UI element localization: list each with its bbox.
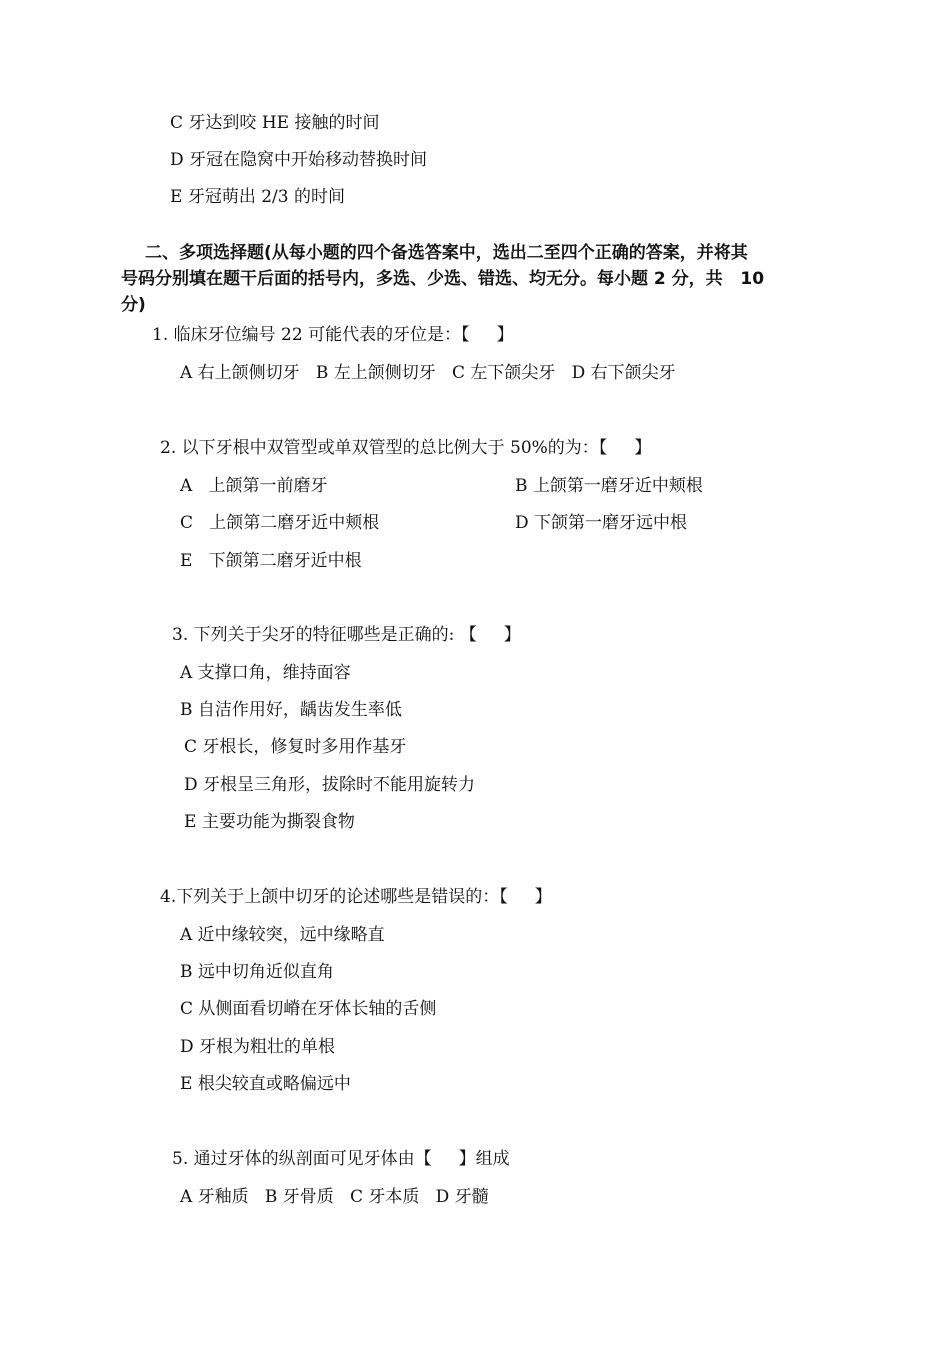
section-heading-line-3: 分) <box>121 295 146 315</box>
question-4-option-e: E 根尖较直或略偏远中 <box>180 1074 351 1094</box>
question-4-option-d: D 牙根为粗壮的单根 <box>180 1037 336 1057</box>
question-3-option-a: A 支撑口角，维持面容 <box>180 663 351 683</box>
section-heading-line-2: 号码分别填在题干后面的括号内，多选、少选、错选、均无分。每小题 2 分，共 10 <box>121 269 765 289</box>
question-5-options: A 牙釉质 B 牙骨质 C 牙本质 D 牙髓 <box>180 1187 489 1207</box>
question-1-stem: 1. 临床牙位编号 22 可能代表的牙位是：【 】 <box>152 325 514 345</box>
question-1-options: A 右上颌侧切牙 B 左上颌侧切牙 C 左下颌尖牙 D 右下颌尖牙 <box>180 363 676 383</box>
question-2-option-c: C 上颌第二磨牙近中颊根 <box>180 513 380 533</box>
question-2-option-b: B 上颌第一磨牙近中颊根 <box>515 476 703 496</box>
question-2-option-e: E 下颌第二磨牙近中根 <box>180 551 362 571</box>
prev-option-d: D 牙冠在隐窝中开始移动替换时间 <box>170 150 428 170</box>
question-3-option-c: C 牙根长，修复时多用作基牙 <box>184 737 407 757</box>
section-heading-line-1: 二、多项选择题(从每小题的四个备选答案中，选出二至四个正确的答案，并将其 <box>145 243 748 263</box>
question-2-option-d: D 下颌第一磨牙远中根 <box>515 513 688 533</box>
question-3-option-b: B 自洁作用好，龋齿发生率低 <box>180 700 402 720</box>
question-2-option-a: A 上颌第一前磨牙 <box>180 476 328 496</box>
question-4-option-c: C 从侧面看切嵴在牙体长轴的舌侧 <box>180 999 437 1019</box>
question-4-option-a: A 近中缘较突，远中缘略直 <box>180 925 385 945</box>
question-4-option-b: B 远中切角近似直角 <box>180 962 334 982</box>
question-2-stem: 2. 以下牙根中双管型或单双管型的总比例大于 50%的为：【 】 <box>160 438 652 458</box>
question-4-stem: 4.下列关于上颌中切牙的论述哪些是错误的：【 】 <box>160 887 552 907</box>
question-3-option-e: E 主要功能为撕裂食物 <box>184 812 355 832</box>
question-5-stem: 5. 通过牙体的纵剖面可见牙体由【 】组成 <box>172 1149 510 1169</box>
question-3-stem: 3. 下列关于尖牙的特征哪些是正确的: 【 】 <box>172 625 521 645</box>
prev-option-e: E 牙冠萌出 2/3 的时间 <box>170 187 345 207</box>
question-3-option-d: D 牙根呈三角形，拔除时不能用旋转力 <box>184 775 476 795</box>
prev-option-c: C 牙达到咬 HE 接触的时间 <box>170 113 380 133</box>
